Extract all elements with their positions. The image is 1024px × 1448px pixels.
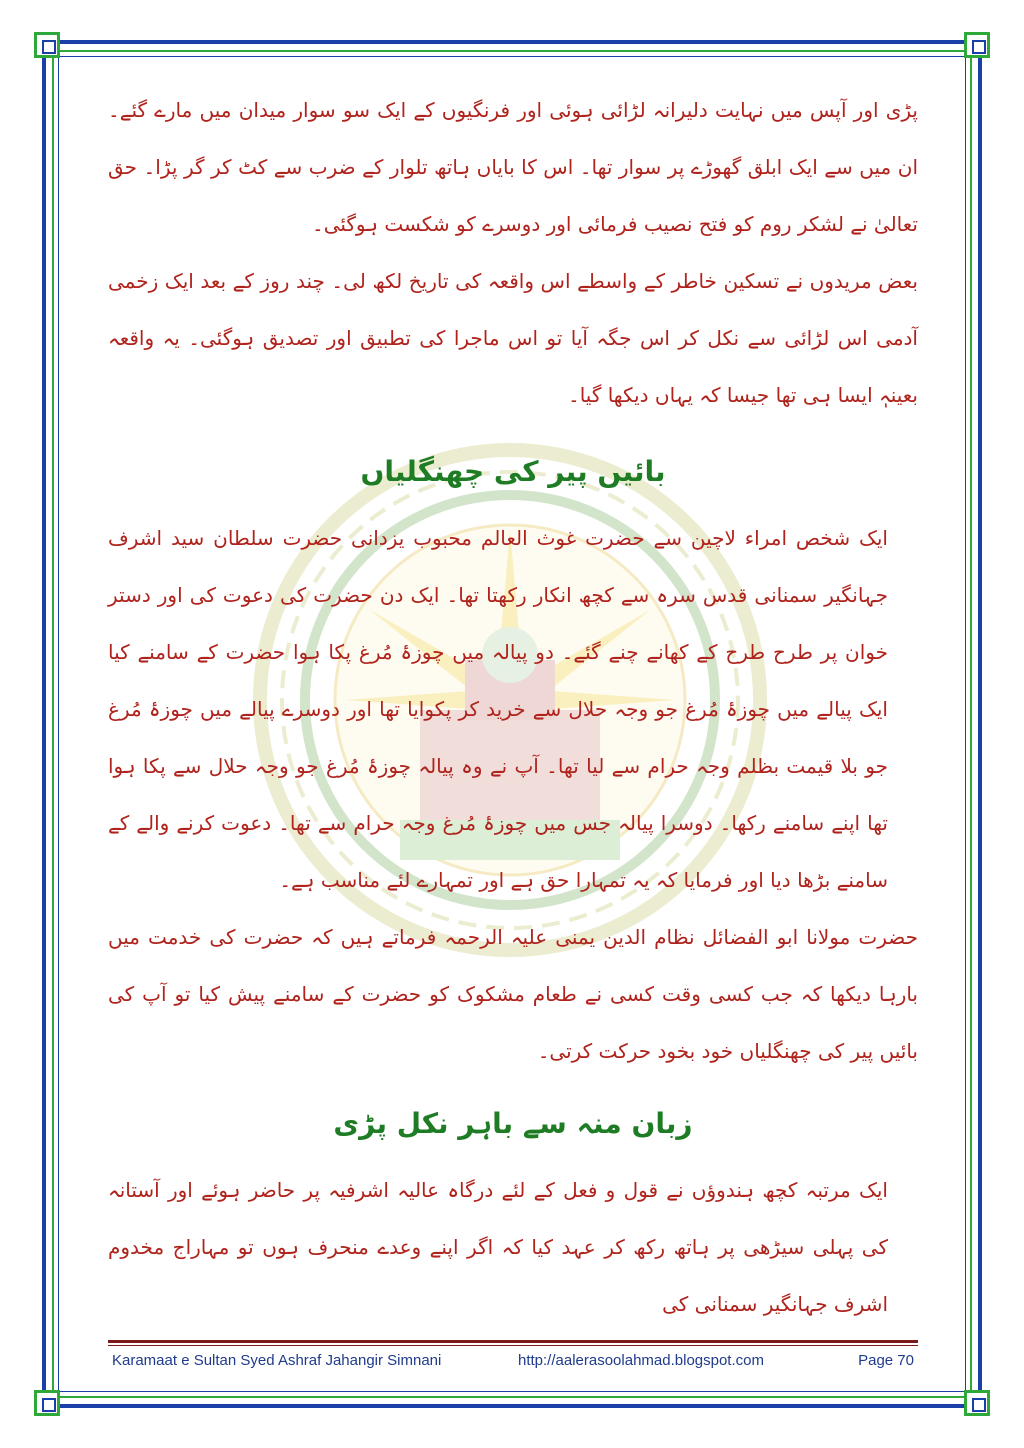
paragraph-invitation-story: ایک شخص امراء لاچین سے حضرت غوث العالم محبوب یزدانی حضرت سلطان سید اشرف جہانگیر سمنانی قدس سرہ سے کچھ انکار رکھتا تھا۔ ایک دن حضرت کی دعوت کی اور دستر خوان پر طرح طرح کے کھانے چنے گئے۔ دو پیالہ میں چوزۂ مُرغ پکا ہوا حضرت کے سامنے کیا ایک پیالے میں چوزۂ مُرغ جو وجہ حلال سے خرید کر پکوایا تھا اور دوسرے پیالے میں چوزۂ مُرغ جو بلا قیمت بظلم وجہ حرام سے لیا تھا۔ آپ نے وہ پیالہ چوزۂ مُرغ جو وجہ حلال سے پکا ہوا تھا اپنے سامنے رکھا۔ دوسرا پیالہ جس میں چوزۂ مُرغ وجہ حرام سے تھا۔ دعوت کرنے والے کے سامنے بڑھا دیا اور فرمایا کہ یہ تمہارا حق ہے اور تمہارے لئے مناسب ہے۔ — [108, 526, 888, 892]
corner-ornament-top-right — [964, 32, 990, 58]
corner-ornament-bottom-left — [34, 1390, 60, 1416]
section-heading-left-foot-toes: بائیں پیر کی چھنگلیاں — [360, 455, 666, 488]
corner-ornament-bottom-right — [964, 1390, 990, 1416]
page-content — [108, 82, 918, 1333]
paragraph-disciples-note: بعض مریدوں نے تسکین خاطر کے واسطے اس واقعہ کی تاریخ لکھ لی۔ چند روز کے بعد ایک زخمی آدمی اس لڑائی سے نکل کر اس جگہ آیا تو اس ماجرا کی تطبیق اور تصدیق ہوگئی۔ یہ واقعہ بعینہٖ ایسا ہی تھا جیسا کہ یہاں دیکھا گیا۔ — [108, 269, 918, 407]
paragraph-battle-end: پڑی اور آپس میں نہایت دلیرانہ لڑائی ہوئی اور فرنگیوں کے ایک سو سوار میدان میں مارے گئے۔ ان میں سے ایک ابلق گھوڑے پر سوار تھا۔ اس کا بایاں ہاتھ تلوار کے ضرب سے کٹ کر گر پڑا۔ حق تعالیٰ نے لشکر روم کو فتح نصیب فرمائی اور دوسرے کو شکست ہوگئی۔ — [108, 98, 918, 236]
footer-url-link[interactable]: http://aalerasoolahmad.blogspot.com — [518, 1352, 764, 1369]
corner-ornament-top-left — [34, 32, 60, 58]
footer-rule-thin — [108, 1345, 918, 1346]
footer-rule — [108, 1340, 918, 1343]
page-footer — [108, 1352, 918, 1376]
section-heading-tongue-out: زبان منہ سے باہر نکل پڑی — [333, 1107, 693, 1140]
footer-page-number: Page 70 — [858, 1352, 914, 1369]
paragraph-hindus-oath: ایک مرتبہ کچھ ہندوؤں نے قول و فعل کے لئے درگاہ عالیہ اشرفیہ پر حاضر ہوئے اور آستانہ کی پہلی سیڑھی پر ہاتھ رکھ کر عہد کیا کہ اگر اپنے وعدے منحرف ہوں تو مہاراج مخدوم اشرف جہانگیر سمنانی کی — [108, 1178, 888, 1316]
footer-book-title: Karamaat e Sultan Syed Ashraf Jahangir Simnani — [112, 1352, 442, 1369]
paragraph-nizamuddin-narration: حضرت مولانا ابو الفضائل نظام الدین یمنی علیہ الرحمہ فرماتے ہیں کہ حضرت کی خدمت میں بارہا دیکھا کہ جب کسی وقت کسی نے طعام مشکوک کو حضرت کے سامنے پیش کیا تو آپ کی بائیں پیر کی چھنگلیاں خود بخود حرکت کرتی۔ — [108, 925, 918, 1063]
